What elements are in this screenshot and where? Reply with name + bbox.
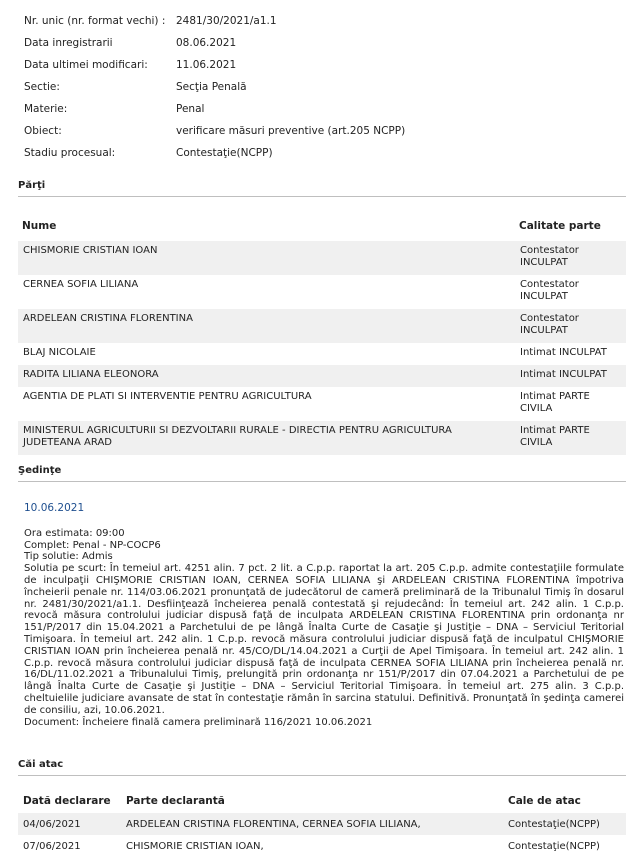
table-row xyxy=(18,309,626,343)
info-value: Contestaţie(NCPP) xyxy=(176,147,273,159)
table-row xyxy=(18,365,626,387)
table-row xyxy=(18,387,626,421)
info-value: Penal xyxy=(176,103,205,115)
appeal-type: Contestaţie(NCPP) xyxy=(508,840,600,852)
declaring-party: CHISMORIE CRISTIAN IOAN, xyxy=(126,840,264,852)
hearing-document: Document: Încheiere finală camera preliminară 116/2021 10.06.2021 xyxy=(24,716,373,728)
party-role: Contestator INCULPAT xyxy=(520,313,579,336)
table-row xyxy=(18,813,626,835)
column-header-nume: Nume xyxy=(22,220,57,232)
party-name: CERNEA SOFIA LILIANA xyxy=(23,279,139,290)
info-row-obiect xyxy=(24,120,405,142)
hearing-panel: Complet: Penal - NP-COCP6 xyxy=(24,539,161,551)
table-row xyxy=(18,421,626,455)
table-row xyxy=(18,835,626,857)
table-row xyxy=(18,343,626,365)
hearing-solution-text: Solutia pe scurt: În temeiul art. 4251 alin. 7 pct. 2 lit. a C.p.p. raportat la art. 205 C.p.p. admite contestaţiile formulate de inculpaţii CHIŞMORIE CRISTIAN IOAN, CERNEA SOFIA LILIANA şi ARDELEAN CRISTINA FLORENTINA împotriva încheierii penale nr. 114/03.06.2021 pronunţată de judecătorul de cameră preliminară de la Tribunalul Timiş în dosarul nr. 2481/30/2021/a1.1. Desfiinţează încheierea penală contestată şi rejudecând: În temeiul art. 242 alin. 1 C.p.p. revocă măsura controlului judiciar dispusă faţă de inculpata ARDELEAN CRISTINA FLORENTINA prin ordonanţa nr 151/P/2017 din 15.04.2021 a Parchetului de pe lângă Înalta Curte de Casaţie şi Justiţie – DNA – Serviciul Teritorial Timişoara. În temeiul art. 242 alin. 1 C.p.p. revocă măsura controlului judiciar dispusă faţă de inculpatul CHIŞMORIE CRISTIAN IOAN prin încheierea penală nr. 45/CO/DL/14.04.2021 a Curţii de Apel Timişoara. În temeiul art. 242 alin. 1 C.p.p. revocă măsura controlului judiciar dispusă faţă de inculpata CERNEA SOFIA LILIANA prin încheierea penală nr. 16/DL/11.02.2021 a Tribunalului Timiş, prelungită prin ordonanţa nr 151/P/2017 din 07.04.2021 a Parchetului de pe lângă Înalta Curte de Casaţie şi Justiţie – DNA – Serviciul Teritorial Timişoara. În temeiul art. 275 alin. 3 C.p.p. cheltuielile judiciare avansate de stat în contestaţie rămân în sarcina statului. Definitivă. Pronunţată în şedinţa camerei de consiliu, azi, 10.06.2021. xyxy=(24,563,624,716)
info-row-stadiu-procesual xyxy=(24,142,405,164)
info-label: Materie: xyxy=(24,103,68,115)
info-label: Sectie: xyxy=(24,81,60,93)
declaration-date: 04/06/2021 xyxy=(23,818,81,830)
party-role: Intimat PARTE CIVILA xyxy=(520,425,590,448)
hearing-time: Ora estimata: 09:00 xyxy=(24,527,125,539)
hearing-solution-type: Tip solutie: Admis xyxy=(24,551,113,563)
info-value: 2481/30/2021/a1.1 xyxy=(176,15,277,27)
info-value: 11.06.2021 xyxy=(176,59,237,71)
party-name: BLAJ NICOLAIE xyxy=(23,347,96,358)
info-label: Nr. unic (nr. format vechi) : xyxy=(24,15,166,27)
info-row-data-inregistrarii xyxy=(24,32,405,54)
case-info xyxy=(24,10,405,164)
parti-table xyxy=(18,211,626,455)
info-value: 08.06.2021 xyxy=(176,37,237,49)
party-role: Intimat INCULPAT xyxy=(520,369,607,380)
hearing-date: 10.06.2021 xyxy=(24,502,85,514)
sedinte-section-title: Şedinţe xyxy=(18,465,62,476)
column-header-data-declarare: Dată declarare xyxy=(23,795,111,807)
section-divider xyxy=(18,196,626,197)
table-row xyxy=(18,241,626,275)
info-label: Data ultimei modificari: xyxy=(24,59,148,71)
hearing-block xyxy=(24,503,624,728)
party-name: CHISMORIE CRISTIAN IOAN xyxy=(23,245,158,256)
column-header-calitate: Calitate parte xyxy=(519,220,601,232)
declaration-date: 07/06/2021 xyxy=(23,840,81,852)
party-role: Intimat INCULPAT xyxy=(520,347,607,358)
info-row-nr-unic xyxy=(24,10,405,32)
party-role: Contestator INCULPAT xyxy=(520,279,579,302)
info-label: Data inregistrarii xyxy=(24,37,113,49)
info-value: Secţia Penală xyxy=(176,81,247,93)
party-name: AGENTIA DE PLATI SI INTERVENTIE PENTRU AGRICULTURA xyxy=(23,391,312,402)
info-value: verificare măsuri preventive (art.205 NCPP) xyxy=(176,125,406,137)
party-role: Contestator INCULPAT xyxy=(520,245,579,268)
party-role: Intimat PARTE CIVILA xyxy=(520,391,590,414)
cai-atac-table-header xyxy=(18,789,626,813)
section-divider xyxy=(18,481,626,482)
parti-section-title: Părţi xyxy=(18,180,46,191)
parti-table-header xyxy=(18,211,626,241)
cai-atac-section-title: Căi atac xyxy=(18,759,64,770)
party-name: ARDELEAN CRISTINA FLORENTINA xyxy=(23,313,193,324)
column-header-cale-atac: Cale de atac xyxy=(508,795,581,807)
info-row-data-ultimei-modificari xyxy=(24,54,405,76)
info-row-sectie xyxy=(24,76,405,98)
cai-atac-table xyxy=(18,789,626,857)
party-name: RADITA LILIANA ELEONORA xyxy=(23,369,159,380)
table-row xyxy=(18,275,626,309)
declaring-party: ARDELEAN CRISTINA FLORENTINA, CERNEA SOFIA LILIANA, xyxy=(126,818,421,830)
info-row-materie xyxy=(24,98,405,120)
info-label: Stadiu procesual: xyxy=(24,147,116,159)
info-label: Obiect: xyxy=(24,125,62,137)
party-name: MINISTERUL AGRICULTURII SI DEZVOLTARII RURALE - DIRECTIA PENTRU AGRICULTURA JUDETEANA ARAD xyxy=(23,425,452,448)
section-divider xyxy=(18,775,626,776)
appeal-type: Contestaţie(NCPP) xyxy=(508,818,600,830)
column-header-parte-declaranta: Parte declarantă xyxy=(126,795,225,807)
